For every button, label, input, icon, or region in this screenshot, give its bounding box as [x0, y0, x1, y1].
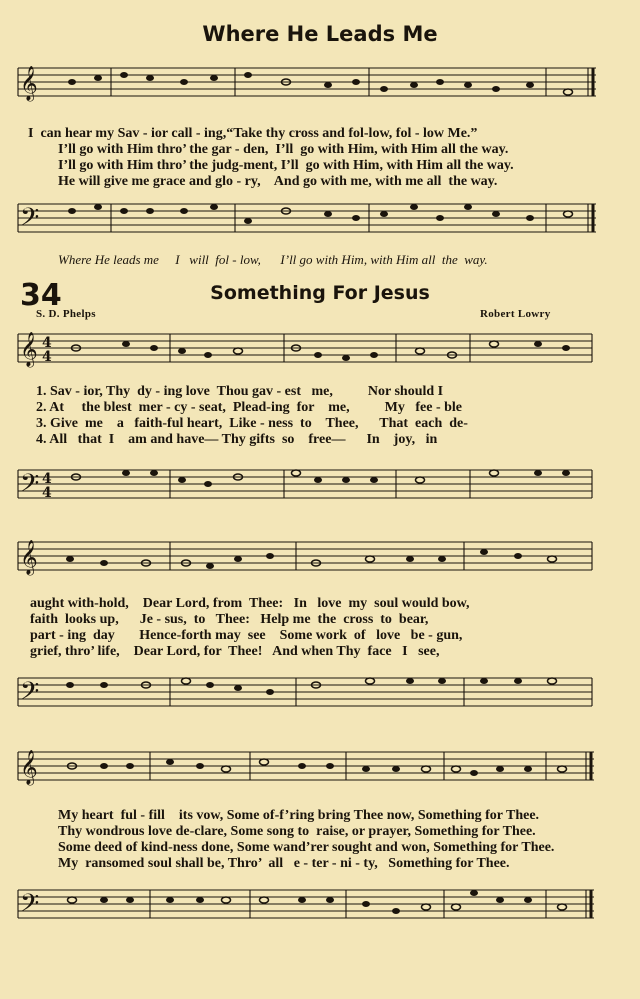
treble-staff-system-1	[0, 326, 640, 376]
svg-text:𝄢: 𝄢	[20, 889, 40, 924]
time-signature-bottom-2: 4	[42, 485, 52, 501]
bass-staff-system-2	[0, 670, 640, 720]
svg-text:𝄢: 𝄢	[20, 677, 40, 712]
words-credit: S. D. Phelps	[36, 308, 96, 320]
svg-text:𝄞: 𝄞	[20, 332, 38, 367]
time-signature-top-1: 4	[42, 335, 52, 351]
refrain-line: Where He leads me I will fol - low, I’ll go with Him, with Him all the way.	[58, 252, 488, 267]
system-1-line-1: 1. Sav - ior, Thy dy - ing love Thou gav - est me, Nor should I	[36, 384, 444, 399]
svg-text:𝄢: 𝄢	[20, 203, 40, 238]
verse-line-4: He will give me grace and glo - ry, And go with me, with me all the way.	[58, 174, 498, 189]
system-3-line-2: Thy wondrous love de-clare, Some song to raise, or prayer, Something for Thee.	[58, 824, 536, 839]
treble-staff-hymn-a	[0, 60, 640, 110]
verse-line-3: I’ll go with Him thro’ the judg-ment, I’ll go with Him, with Him all the way.	[58, 158, 514, 173]
system-3-line-4: My ransomed soul shall be, Thro’ all e - ter - ni - ty, Something for Thee.	[58, 856, 510, 871]
system-1-line-4: 4. All that I am and have— Thy gifts so free— In joy, in	[36, 432, 438, 447]
time-signature-bottom-1: 4	[42, 349, 52, 365]
system-2-line-3: part - ing day Hence-forth may see Some work of love be - gun,	[30, 628, 463, 643]
hymn-title-where-he-leads-me: Where He Leads Me	[202, 22, 438, 46]
svg-text:𝄢: 𝄢	[20, 469, 40, 504]
bass-staff-system-3	[0, 882, 640, 932]
verse-line-1: I can hear my Sav - ior call - ing,“Take thy cross and fol-low, fol - low Me.”	[28, 126, 478, 141]
svg-text:𝄞: 𝄞	[20, 750, 38, 785]
treble-staff-system-3	[0, 744, 640, 794]
music-credit: Robert Lowry	[480, 308, 551, 320]
verse-line-2: I’ll go with Him thro’ the gar - den, I’ll go with Him, with Him all the way.	[58, 142, 509, 157]
system-3-line-1: My heart ful - fill its vow, Some of-f’ring bring Thee now, Something for Thee.	[58, 808, 540, 823]
treble-staff-system-2	[0, 534, 640, 584]
system-2-line-1: aught with-hold, Dear Lord, from Thee: In love my soul would bow,	[30, 596, 470, 611]
system-2-line-4: grief, thro’ life, Dear Lord, for Thee! And when Thy face I see,	[30, 644, 440, 659]
hymn-number: 34	[20, 278, 62, 313]
time-signature-top-2: 4	[42, 471, 52, 487]
hymn-title-something-for-jesus: Something For Jesus	[210, 282, 430, 304]
svg-text:𝄞: 𝄞	[20, 66, 38, 101]
system-1-line-3: 3. Give me a faith-ful heart, Like - ness to Thee, That each de-	[36, 416, 468, 431]
bass-staff-hymn-a	[0, 196, 640, 246]
system-1-line-2: 2. At the blest mer - cy - seat, Plead-ing for me, My fee - ble	[36, 400, 462, 415]
svg-text:𝄞: 𝄞	[20, 540, 38, 575]
system-2-line-2: faith looks up, Je - sus, to Thee: Help me the cross to bear,	[30, 612, 429, 627]
system-3-line-3: Some deed of kind-ness done, Some wand’rer sought and won, Something for Thee.	[58, 840, 555, 855]
bass-staff-system-1	[0, 462, 640, 512]
